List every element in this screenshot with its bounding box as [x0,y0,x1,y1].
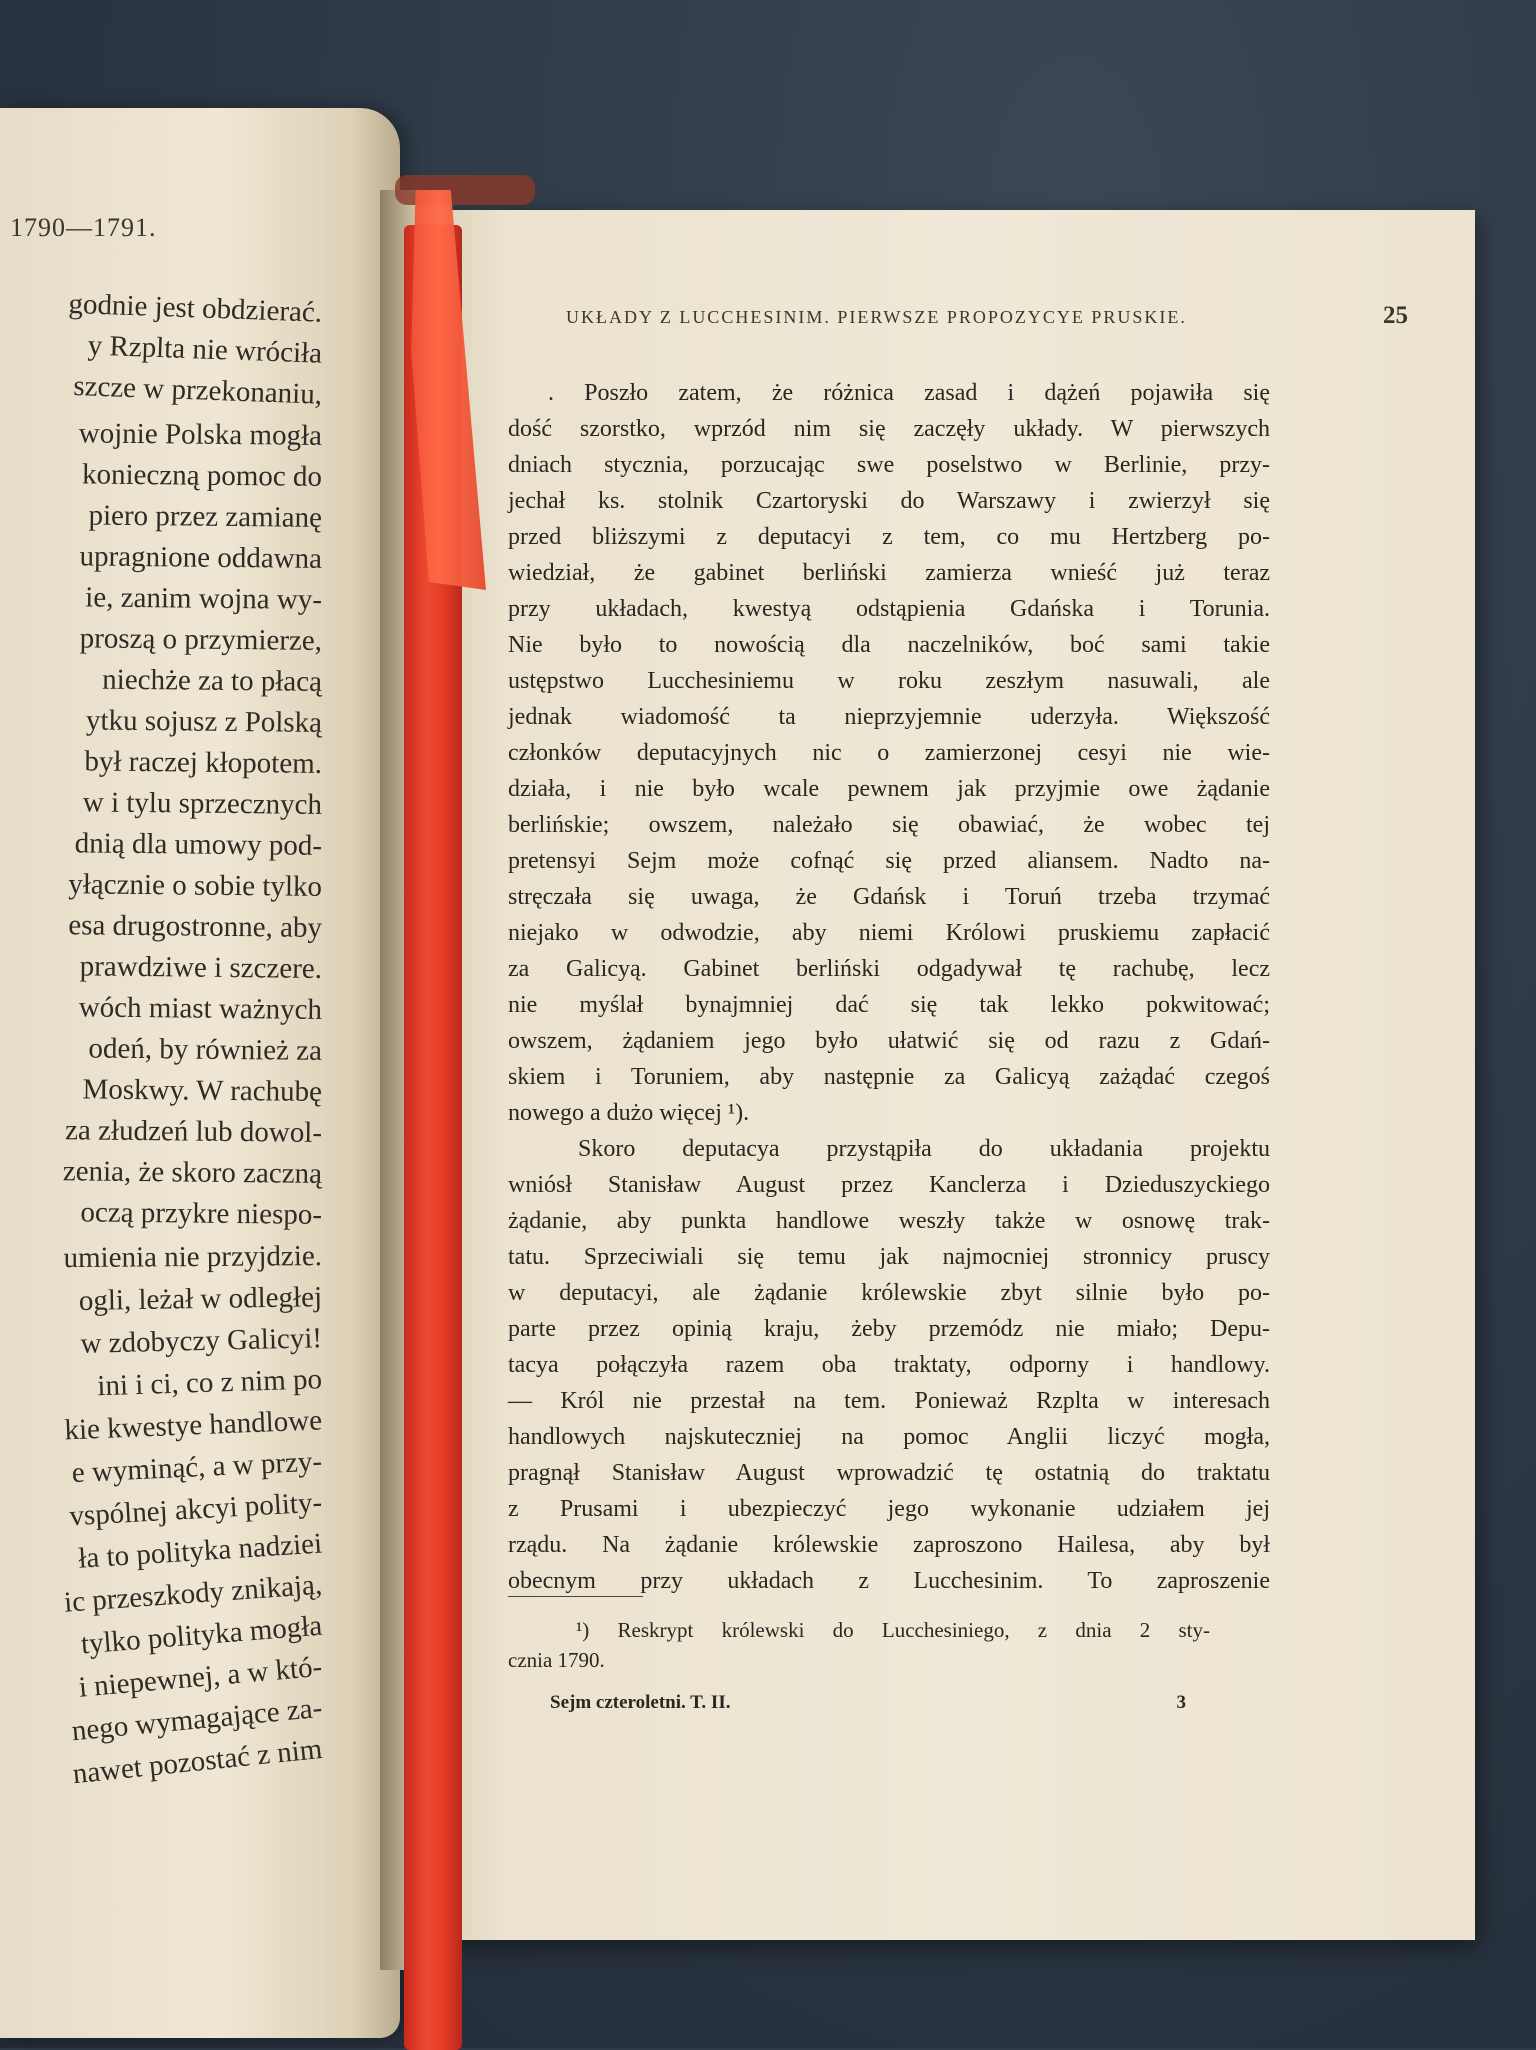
text-line: z Prusami i ubezpieczyć jego wykonanie udziałem jej [508,1496,1270,1522]
right-page [440,210,1475,1940]
left-page-line: piero przez zamianę [88,499,323,534]
left-page-line: kie kwestye handlowe [63,1404,323,1447]
left-page-line: w i tylu sprzecznych [82,786,323,821]
text-line: przed bliższymi z deputacyi z tem, co mu Hertzberg po- [508,524,1270,550]
left-page-line: esa drugostronne, aby [68,909,323,944]
text-line: pretensyi Sejm może cofnąć się przed aliansem. Nadto na- [508,848,1270,874]
text-line: w deputacyi, ale żądanie królewskie zbyt silnie było po- [508,1280,1270,1306]
left-page-line: godnie jest obdzierać. [67,287,323,329]
left-page-line: odeń, by również za [88,1032,323,1067]
text-line: stręczała się uwaga, że Gdańsk i Toruń trzeba trzymać [508,884,1270,910]
left-page-line: ie, zanim wojna wy- [85,581,323,616]
text-line: berlińskie; owszem, należało się obawiać, że wobec tej [508,812,1270,838]
text-line: parte przez opinią kraju, żeby przemódz nie miało; Depu- [508,1316,1270,1342]
signature-number: 3 [1176,1692,1186,1713]
text-line: dość szorstko, wprzód nim się zaczęły układy. W pierwszych [508,416,1270,442]
body-text [508,375,1270,1599]
text-line: nie myślał bynajmniej dać się tak lekko pokwitować; [508,992,1270,1018]
left-page-line: ogli, leżał w odległej [78,1281,323,1317]
text-line: nowego a dużo więcej ¹). [508,1100,750,1126]
text-line: za Galicyą. Gabinet berliński odgadywał tę rachubę, lecz [508,956,1270,982]
left-page-line: w zdobyczy Galicyi! [80,1322,323,1360]
left-page-line: konieczną pomoc do [81,458,323,493]
text-line: . Poszło zatem, że różnica zasad i dążeń pojawiła się [548,380,1270,406]
running-title: UKŁADY Z LUCCHESINIM. PIERWSZE PROPOZYCYE PRUSKIE. [566,307,1187,327]
text-line: tacya połączyła razem oba traktaty, odporny i handlowy. [508,1352,1270,1378]
left-page-line: proszą o przymierze, [79,622,323,657]
signature-title: Sejm czteroletni. T. II. [550,1692,731,1713]
left-page-line: był raczej kłopotem. [84,745,323,780]
left-page-line: ini i ci, co z nim po [96,1363,323,1403]
text-line: pragnął Stanisław August wprowadzić tę ostatnią do traktatu [508,1460,1270,1486]
printer-signature [550,1692,1186,1714]
text-line: ustępstwo Lucchesiniemu w roku zeszłym nasuwali, ale [508,668,1270,694]
text-line: dniach stycznia, porzucając swe poselstwo w Berlinie, przy- [508,452,1270,478]
footnote-rule [508,1596,643,1597]
left-page-line: nawet pozostać z nim [71,1732,324,1791]
running-head [566,302,1408,330]
left-page-line: nego wymagające za- [70,1691,324,1748]
text-line: wiedział, że gabinet berliński zamierza wnieść już teraz [508,560,1270,586]
footnote [508,1615,1210,1675]
left-page-line: umienia nie przyjdzie. [63,1240,323,1275]
left-page-line: szcze w przekonaniu, [72,370,323,411]
left-page-line: yłącznie o sobie tylko [68,868,323,903]
left-page-line: ic przeszkody znikają, [63,1568,324,1619]
left-page-line: ytku sojusz z Polską [85,704,323,739]
left-page-line: wojnie Polska mogła [78,417,323,452]
text-line: obecnym przy układach z Lucchesinim. To zaproszenie [508,1568,1270,1594]
left-page [0,108,400,2038]
text-line: działa, i nie było wcale pewnem jak przyjmie owe żądanie [508,776,1270,802]
text-line: cznia 1790. [508,1648,605,1672]
left-page-line: za złudzeń lub dowol- [64,1114,323,1149]
text-line: owszem, żądaniem jego było ułatwić się od razu z Gdań- [508,1028,1270,1054]
text-line: — Król nie przestał na tem. Ponieważ Rzplta w interesach [508,1388,1270,1414]
page-number: 25 [1383,302,1408,329]
text-line: żądanie, aby punkta handlowe weszły także w osnowę trak- [508,1208,1270,1234]
left-page-line: e wyminąć, a w przy- [71,1445,323,1490]
left-page-line: i niepewnej, a w któ- [77,1650,324,1704]
text-line: Skoro deputacya przystąpiła do układania projektu [578,1136,1270,1162]
text-line: Nie było to nowością dla naczelników, boć sami takie [508,632,1270,658]
text-line: tatu. Sprzeciwiali się temu jak najmocniej stronnicy pruscy [508,1244,1270,1270]
left-page-text [0,287,330,1791]
left-page-line: vspólnej akcyi polity- [68,1486,323,1533]
text-line: przy układach, kwestyą odstąpienia Gdańska i Torunia. [508,596,1270,622]
left-page-line: y Rzplta nie wróciła [87,329,323,370]
left-page-line: wóch miast ważnych [78,991,323,1026]
left-page-line: upragnione oddawna [79,540,323,575]
text-line: niejako w odwodzie, aby niemi Królowi pruskiemu zapłacić [508,920,1270,946]
left-page-line: oczą przykre niespo- [80,1196,323,1231]
left-page-line: dnią dla umowy pod- [74,827,323,862]
left-page-line: tylko polityka mogła [79,1609,324,1661]
left-page-line: ła to polityka nadziei [77,1527,323,1575]
left-page-line: niechże za to płacą [102,663,323,698]
text-line: skiem i Toruniem, aby następnie za Galicyą zażądać czegoś [508,1064,1270,1090]
left-page-line: zenia, że skoro zaczną [62,1155,323,1190]
text-line: członków deputacyjnych nic o zamierzonej cesyi nie wie- [508,740,1270,766]
left-page-header: 1790—1791. [10,213,157,242]
text-line: wniósł Stanisław August przez Kanclerza i Dzieduszyckiego [508,1172,1270,1198]
text-line: ¹) Reskrypt królewski do Lucchesiniego, z dnia 2 sty- [576,1618,1210,1642]
left-page-line: prawdziwe i szczere. [79,950,323,985]
text-line: rządu. Na żądanie królewskie zaproszono Hailesa, aby był [508,1532,1270,1558]
text-line: handlowych najskuteczniej na pomoc Anglii liczyć mogła, [508,1424,1270,1450]
text-line: jednak wiadomość ta nieprzyjemnie uderzyła. Większość [508,704,1270,730]
left-page-line: Moskwy. W rachubę [82,1073,323,1108]
text-line: jechał ks. stolnik Czartoryski do Warszawy i zwierzył się [508,488,1270,514]
